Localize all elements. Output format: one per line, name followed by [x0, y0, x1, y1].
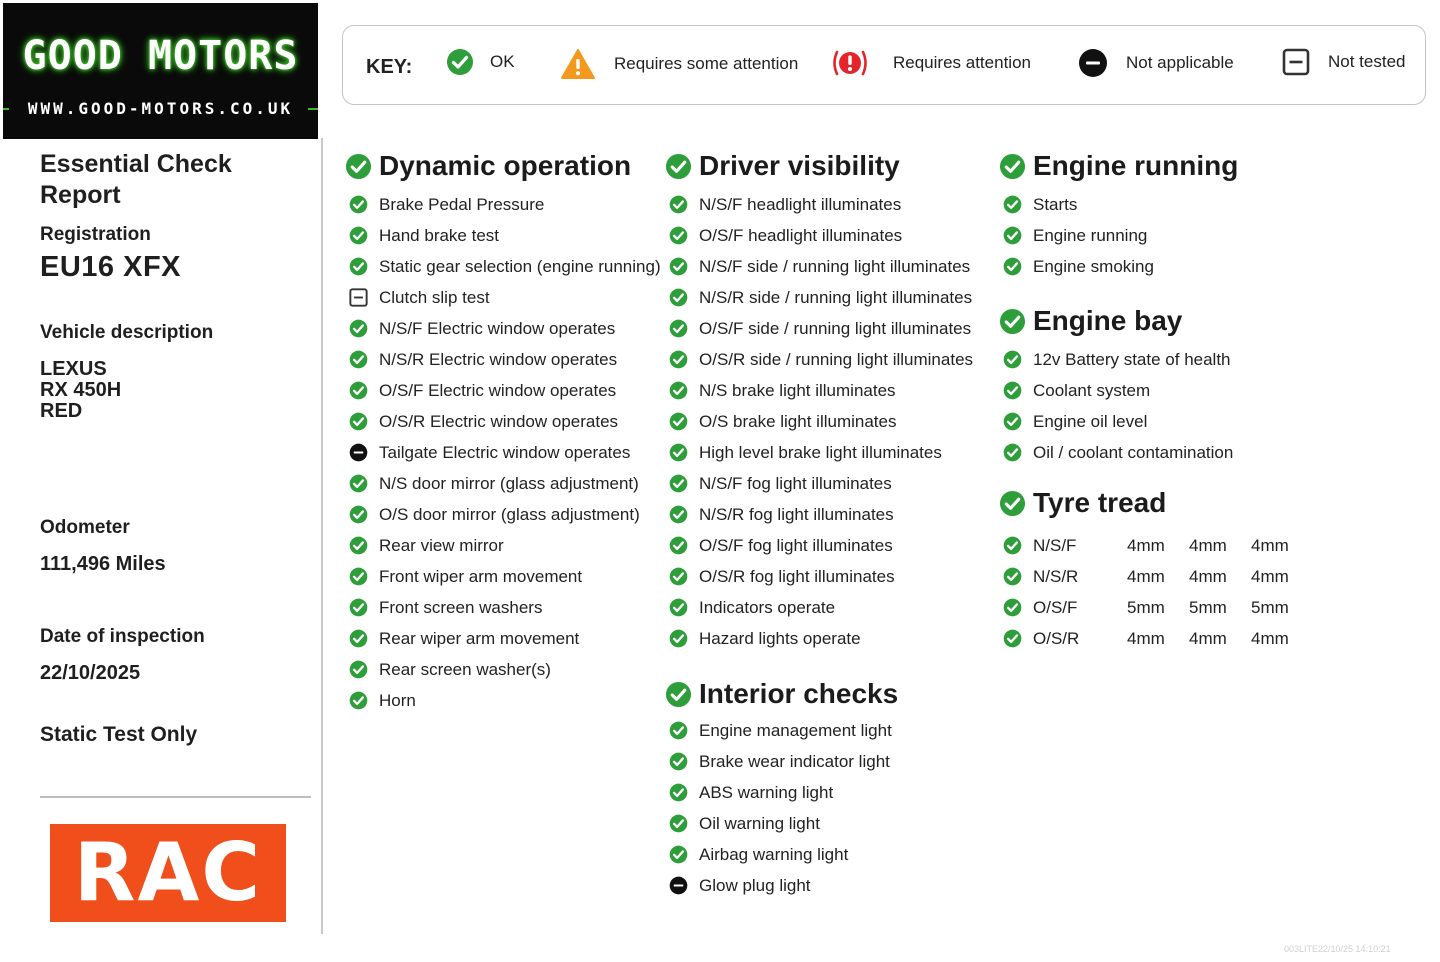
checklist-item: [669, 220, 973, 251]
ok-check-icon: [349, 691, 368, 710]
static-test-note: Static Test Only: [40, 723, 198, 746]
checklist-item-label: N/S/R: [1033, 566, 1079, 586]
checklist-item: [669, 406, 973, 437]
ok-check-icon: [999, 490, 1026, 517]
checklist-item: [1003, 406, 1233, 437]
checklist-item: [669, 561, 973, 592]
checklist-item: [349, 530, 661, 561]
checklist-item-label: Starts: [1033, 194, 1078, 214]
ok-check-icon: [669, 814, 688, 833]
ok-check-icon: [669, 474, 688, 493]
ok-check-icon: [669, 350, 688, 369]
checklist-item-label: Oil / coolant contamination: [1033, 442, 1234, 462]
checklist-item-label: Static gear selection (engine running): [379, 256, 661, 276]
checklist-item-label: N/S/R Electric window operates: [379, 349, 618, 369]
checklist-item-label: O/S/R side / running light illuminates: [699, 349, 974, 369]
checklist-item: [349, 561, 661, 592]
checklist-item: [349, 468, 661, 499]
checklist-item-label: Rear view mirror: [379, 535, 504, 555]
checklist-item-label: N/S/F fog light illuminates: [699, 473, 892, 493]
tread-depth-reading: 5mm: [1127, 597, 1165, 617]
key-item-attention: [831, 48, 1031, 78]
ok-check-icon: [349, 660, 368, 679]
checklist-item: [669, 808, 892, 839]
key-item-not-applicable: [1078, 48, 1234, 78]
ok-check-icon: [669, 257, 688, 276]
checklist-item-label: O/S/R: [1033, 628, 1080, 648]
tread-depth-reading: 4mm: [1251, 535, 1289, 555]
section-header-driver-visibility: [665, 150, 900, 182]
key-item-not-tested: [1282, 48, 1406, 76]
ok-check-icon: [669, 752, 688, 771]
checklist-item-label: Rear wiper arm movement: [379, 628, 580, 648]
checklist-item-label: 12v Battery state of health: [1033, 349, 1231, 369]
not-tested-icon: [349, 288, 368, 307]
checklist-item-label: N/S/R side / running light illuminates: [699, 287, 973, 307]
ok-check-icon: [349, 567, 368, 586]
ok-check-icon: [669, 195, 688, 214]
report-title: [40, 149, 232, 211]
section-header-tyre-tread: [999, 487, 1166, 519]
section-header-interior-checks: [665, 678, 898, 710]
checklist-item: [349, 406, 661, 437]
checklist-item-label: O/S/F fog light illuminates: [699, 535, 893, 555]
checklist-item: [669, 189, 973, 220]
tread-depth-reading: 4mm: [1189, 566, 1227, 586]
checklist-item-label: N/S door mirror (glass adjustment): [379, 473, 639, 493]
checklist-item-label: Oil warning light: [699, 813, 820, 833]
section-title: Driver visibility: [699, 150, 900, 181]
tread-depth-reading: 5mm: [1189, 597, 1227, 617]
checklist-item-label: High level brake light illuminates: [699, 442, 942, 462]
ok-check-icon: [1003, 598, 1022, 617]
checklist-dynamic-operation: [349, 189, 661, 716]
ok-check-icon: [1003, 257, 1022, 276]
ok-check-icon: [669, 412, 688, 431]
checklist-item: [349, 654, 661, 685]
checklist-item: [669, 344, 973, 375]
alert-exclamation-icon: [831, 48, 869, 78]
vehicle-description-label: Vehicle description: [40, 322, 214, 343]
checklist-item-label: Engine smoking: [1033, 256, 1154, 276]
inspection-date-value: 22/10/2025: [40, 662, 141, 684]
vehicle-colour: RED: [40, 400, 83, 422]
tread-depth-reading: 5mm: [1251, 597, 1289, 617]
registration-label: Registration: [40, 224, 151, 245]
checklist-item-label: O/S/F side / running light illuminates: [699, 318, 972, 338]
checklist-item: [349, 623, 661, 654]
checklist-item-label: Glow plug light: [699, 875, 811, 895]
checklist-item-label: N/S/F: [1033, 535, 1077, 555]
checklist-item: [349, 251, 661, 282]
rac-logo-text: RAC: [73, 826, 263, 919]
ok-check-icon: [349, 536, 368, 555]
checklist-item-label: Engine running: [1033, 225, 1148, 245]
ok-check-icon: [669, 319, 688, 338]
checklist-item: [1003, 220, 1154, 251]
checklist-item-label: Coolant system: [1033, 380, 1151, 400]
odometer-value: 111,496 Miles: [40, 553, 166, 575]
section-divider: [40, 796, 311, 798]
not-applicable-icon: [669, 876, 688, 895]
checklist-item-label: Tailgate Electric window operates: [379, 442, 631, 462]
section-title: Interior checks: [699, 678, 899, 709]
section-title: Engine running: [1033, 150, 1239, 181]
not-applicable-icon: [1078, 48, 1108, 78]
key-item-ok: [446, 48, 515, 76]
tread-depth-reading: 4mm: [1127, 535, 1165, 555]
checklist-item-label: Clutch slip test: [379, 287, 490, 307]
ok-check-icon: [669, 567, 688, 586]
checklist-item-label: Indicators operate: [699, 597, 836, 617]
ok-check-icon: [1003, 629, 1022, 648]
checklist-item: [1003, 592, 1313, 623]
report-title-line-2: Report: [40, 181, 121, 209]
checklist-item: [669, 375, 973, 406]
checklist-item: [1003, 251, 1154, 282]
checklist-item: [669, 592, 973, 623]
key-ok-label: OK: [490, 52, 515, 71]
ok-check-icon: [446, 48, 474, 76]
vehicle-model: RX 450H: [40, 379, 122, 401]
ok-check-icon: [1003, 536, 1022, 555]
logo-website-url: WWW.GOOD-MOTORS.CO.UK: [27, 99, 294, 118]
ok-check-icon: [349, 226, 368, 245]
ok-check-icon: [669, 783, 688, 802]
checklist-engine-bay: [1003, 344, 1233, 468]
checklist-item: [669, 746, 892, 777]
checklist-item-label: Hand brake test: [379, 225, 500, 245]
checklist-item-label: Brake wear indicator light: [699, 751, 890, 771]
ok-check-icon: [1003, 195, 1022, 214]
checklist-item-label: N/S/F Electric window operates: [379, 318, 616, 338]
checklist-item: [669, 313, 973, 344]
checklist-item: [1003, 189, 1154, 220]
checklist-item: [669, 468, 973, 499]
column-divider: [321, 138, 323, 934]
checklist-item: [669, 839, 892, 870]
ok-check-icon: [349, 195, 368, 214]
ok-check-icon: [669, 721, 688, 740]
checklist-item-label: Engine management light: [699, 720, 892, 740]
checklist-item: [669, 251, 973, 282]
checklist-item: [1003, 561, 1313, 592]
checklist-item-label: Brake Pedal Pressure: [379, 194, 545, 214]
checklist-item-label: ABS warning light: [699, 782, 834, 802]
ok-check-icon: [1003, 226, 1022, 245]
ok-check-icon: [669, 288, 688, 307]
tread-depth-reading: 4mm: [1127, 628, 1165, 648]
section-title: Dynamic operation: [379, 150, 632, 181]
checklist-item: [349, 375, 661, 406]
checklist-item: [1003, 530, 1313, 561]
ok-check-icon: [669, 598, 688, 617]
report-title-line-1: Essential Check: [40, 150, 232, 178]
checklist-item: [669, 777, 892, 808]
odometer-label: Odometer: [40, 517, 130, 538]
ok-check-icon: [349, 319, 368, 338]
checklist-item-label: Horn: [379, 690, 416, 710]
ok-check-icon: [349, 474, 368, 493]
checklist-item: [669, 282, 973, 313]
section-header-dynamic-operation: [345, 150, 631, 182]
checklist-item: [669, 437, 973, 468]
ok-check-icon: [349, 505, 368, 524]
tread-depth-reading: 4mm: [1127, 566, 1165, 586]
ok-check-icon: [669, 505, 688, 524]
checklist-item-label: Front wiper arm movement: [379, 566, 583, 586]
tread-depth-reading: 4mm: [1251, 628, 1289, 648]
section-title: Engine bay: [1033, 305, 1183, 336]
checklist-tyre-tread: [1003, 530, 1313, 654]
ok-check-icon: [669, 845, 688, 864]
key-not-applicable-label: Not applicable: [1126, 53, 1234, 72]
checklist-item-label: O/S/R Electric window operates: [379, 411, 619, 431]
checklist-item: [1003, 375, 1233, 406]
checklist-item-label: N/S/R fog light illuminates: [699, 504, 894, 524]
checklist-item-label: O/S door mirror (glass adjustment): [379, 504, 640, 524]
ok-check-icon: [1003, 443, 1022, 462]
checklist-item: [349, 592, 661, 623]
inspection-date-label: Date of inspection: [40, 626, 205, 647]
ok-check-icon: [669, 381, 688, 400]
checklist-item-label: Airbag warning light: [699, 844, 849, 864]
checklist-item-label: Engine oil level: [1033, 411, 1148, 431]
key-title: KEY:: [366, 56, 413, 78]
checklist-item: [1003, 344, 1233, 375]
checklist-item-label: Rear screen washer(s): [379, 659, 551, 679]
checklist-item: [349, 437, 661, 468]
checklist-item: [669, 623, 973, 654]
checklist-item-label: N/S/F headlight illuminates: [699, 194, 902, 214]
rac-logo: [50, 824, 286, 922]
section-header-engine-running: [999, 150, 1238, 182]
checklist-item-label: Front screen washers: [379, 597, 543, 617]
checklist-item-label: N/S/F side / running light illuminates: [699, 256, 971, 276]
checklist-item-label: O/S brake light illuminates: [699, 411, 897, 431]
checklist-item: [349, 685, 661, 716]
checklist-item: [669, 530, 973, 561]
ok-check-icon: [999, 308, 1026, 335]
checklist-item: [349, 313, 661, 344]
checklist-item: [1003, 623, 1313, 654]
footer-stamp: 003LITE22/10/25 14:10:21: [1284, 944, 1391, 954]
checklist-item-label: O/S/R fog light illuminates: [699, 566, 895, 586]
tread-depth-reading: 4mm: [1189, 535, 1227, 555]
checklist-item-label: O/S/F Electric window operates: [379, 380, 617, 400]
checklist-item: [669, 499, 973, 530]
checklist-driver-visibility: [669, 189, 973, 654]
checklist-item: [349, 344, 661, 375]
ok-check-icon: [1003, 350, 1022, 369]
checklist-item: [349, 220, 661, 251]
checklist-engine-running: [1003, 189, 1154, 282]
key-item-some-attention: [560, 48, 798, 80]
vehicle-make: LEXUS: [40, 358, 107, 380]
ok-check-icon: [1003, 381, 1022, 400]
registration-value: EU16 XFX: [40, 251, 181, 283]
ok-check-icon: [349, 350, 368, 369]
tread-depth-reading: 4mm: [1189, 628, 1227, 648]
section-header-engine-bay: [999, 305, 1182, 337]
ok-check-icon: [345, 153, 372, 180]
ok-check-icon: [349, 412, 368, 431]
ok-check-icon: [349, 257, 368, 276]
vehicle-description: [40, 359, 121, 422]
ok-check-icon: [1003, 412, 1022, 431]
checklist-item: [1003, 437, 1233, 468]
ok-check-icon: [349, 629, 368, 648]
checklist-item: [669, 715, 892, 746]
checklist-item: [349, 189, 661, 220]
tread-depth-reading: 4mm: [1251, 566, 1289, 586]
section-title: Tyre tread: [1033, 487, 1167, 518]
ok-check-icon: [1003, 567, 1022, 586]
ok-check-icon: [669, 536, 688, 555]
logo-company-name: GOOD MOTORS: [22, 33, 299, 79]
good-motors-logo: [3, 3, 318, 139]
checklist-item-label: Hazard lights operate: [699, 628, 861, 648]
key-not-tested-label: Not tested: [1328, 52, 1406, 71]
ok-check-icon: [669, 629, 688, 648]
checklist-item: [349, 282, 661, 313]
ok-check-icon: [665, 681, 692, 708]
warning-triangle-icon: [560, 48, 596, 80]
ok-check-icon: [665, 153, 692, 180]
checklist-item: [669, 870, 892, 901]
ok-check-icon: [999, 153, 1026, 180]
ok-check-icon: [349, 381, 368, 400]
ok-check-icon: [669, 226, 688, 245]
key-attention-label: Requires attention: [893, 53, 1031, 72]
not-tested-icon: [1282, 48, 1310, 76]
checklist-interior-checks: [669, 715, 892, 901]
checklist-item-label: N/S brake light illuminates: [699, 380, 896, 400]
checklist-item-label: O/S/F headlight illuminates: [699, 225, 903, 245]
not-applicable-icon: [349, 443, 368, 462]
ok-check-icon: [669, 443, 688, 462]
checklist-item-label: O/S/F: [1033, 597, 1078, 617]
key-some-attention-label: Requires some attention: [614, 54, 799, 73]
checklist-item: [349, 499, 661, 530]
ok-check-icon: [349, 598, 368, 617]
